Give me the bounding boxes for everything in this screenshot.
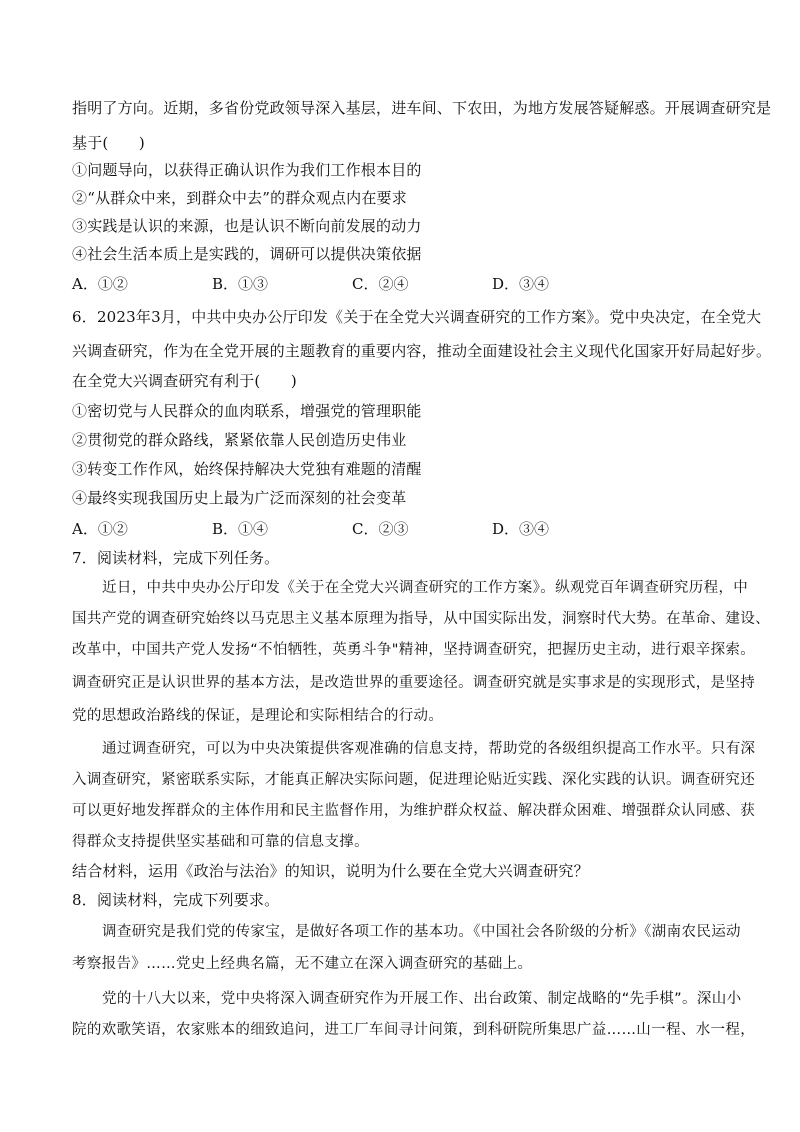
q5-option-b[interactable]: B．①③ <box>212 275 269 293</box>
q6-statement-4: ④最终实现我国历史上最为广泛而深刻的社会变革 <box>72 489 407 507</box>
q7-material-para2-line1: 通过调查研究，可以为中央决策提供客观准确的信息支持，帮助党的各级组织提高工作水平。只有深 <box>102 741 756 757</box>
q7-task: 结合材料，运用《政治与法治》的知识，说明为什么要在全党大兴调查研究？ <box>72 862 589 880</box>
q6-statement-1: ①密切党与人民群众的血肉联系，增强党的管理职能 <box>72 402 422 420</box>
q7-material-para1-line1: 近日，中共中央办公厅印发《关于在全党大兴调查研究的工作方案》。纵观党百年调查研究历程，中 <box>102 580 749 596</box>
q5-stem-line-1: 指明了方向。近期，多省份党政领导深入基层，进车间、下农田，为地方发展答疑解惑。开展调查研究是 <box>72 99 772 117</box>
q7-material-para2-line3: 可以更好地发挥群众的主体作用和民主监督作用，为维护群众权益、解决群众困难、增强群众认同感、获 <box>72 803 756 819</box>
q5-stem-line-2: 基于( ) <box>72 134 145 152</box>
q6-stem-line-3: 在全党大兴调查研究有利于( ) <box>72 372 297 390</box>
q6-statement-3: ③转变工作作风，始终保持解决大党独有难题的清醒 <box>72 460 422 478</box>
q6-options <box>72 519 732 539</box>
q5-option-c[interactable]: C．②④ <box>352 275 409 293</box>
q5-statement-4: ④社会生活本质上是实践的，调研可以提供决策依据 <box>72 245 422 263</box>
q8-material-para1-line1: 调查研究是我们党的传家宝，是做好各项工作的基本功。《中国社会各阶级的分析》《湖南农民运动 <box>102 924 741 940</box>
q7-material-para1-line2: 国共产党的调查研究始终以马克思主义基本原理为指导，从中国实际出发，洞察时代大势。在革命、建设、 <box>72 611 770 627</box>
q8-heading: 8．阅读材料，完成下列要求。 <box>72 891 280 909</box>
q7-heading: 7．阅读材料，完成下列任务。 <box>72 549 280 567</box>
q6-option-c[interactable]: C．②③ <box>352 520 409 538</box>
q5-options <box>72 274 732 294</box>
q6-option-a[interactable]: A．①② <box>72 520 128 538</box>
q5-statement-3: ③实践是认识的来源，也是认识不断向前发展的动力 <box>72 217 422 235</box>
q6-statement-2: ②贯彻党的群众路线，紧紧依靠人民创造历史伟业 <box>72 431 407 449</box>
q6-option-d[interactable]: D．③④ <box>492 520 550 538</box>
q7-material-para1-line4: 调查研究正是认识世界的基本方法，是改造世界的重要途径。调查研究就是实事求是的实现形式，是坚持 <box>72 675 756 691</box>
q6-option-b[interactable]: B．①④ <box>212 520 269 538</box>
q6-stem-line-1: 6．2023年3月，中共中央办公厅印发《关于在全党大兴调查研究的工作方案》。党中央决定，在全党大 <box>72 308 762 326</box>
q8-material-para1-line2: 考察报告》……党史上经典名篇，无不建立在深入调查研究的基础上。 <box>72 956 533 972</box>
q5-option-d[interactable]: D．③④ <box>492 275 550 293</box>
q8-material-para2-line2: 院的欢歌笑语，农家账本的细致追问，进工厂车间寻计问策，到科研院所集思广益……山一程、水一程， <box>72 1022 756 1038</box>
q7-material-para2-line2: 入调查研究，紧密联系实际，才能真正解决实际问题，促进理论贴近实践、深化实践的认识。调查研究还 <box>72 772 756 788</box>
q6-stem-line-2: 兴调查研究，作为在全党开展的主题教育的重要内容，推动全面建设社会主义现代化国家开好局起好步。 <box>72 342 772 360</box>
q5-statement-1: ①问题导向，以获得正确认识作为我们工作根本目的 <box>72 161 422 179</box>
q7-material-para2-line4: 得群众支持提供坚实基础和可靠的信息支撑。 <box>72 834 369 850</box>
q5-option-a[interactable]: A．①② <box>72 275 128 293</box>
q7-material-para1-line3: 改革中，中国共产党人发扬“不怕牺牲，英勇斗争"精神，坚持调查研究，把握历史主动，进行艰辛探索。 <box>72 642 756 658</box>
q5-statement-2: ②“从群众中来，到群众中去”的群众观点内在要求 <box>72 189 407 207</box>
q7-material-para1-line5: 党的思想政治路线的保证，是理论和实际相结合的行动。 <box>72 708 444 724</box>
q8-material-para2-line1: 党的十八大以来，党中央将深入调查研究作为开展工作、出台政策、制定战略的“先手棋”。深山小 <box>102 991 742 1007</box>
